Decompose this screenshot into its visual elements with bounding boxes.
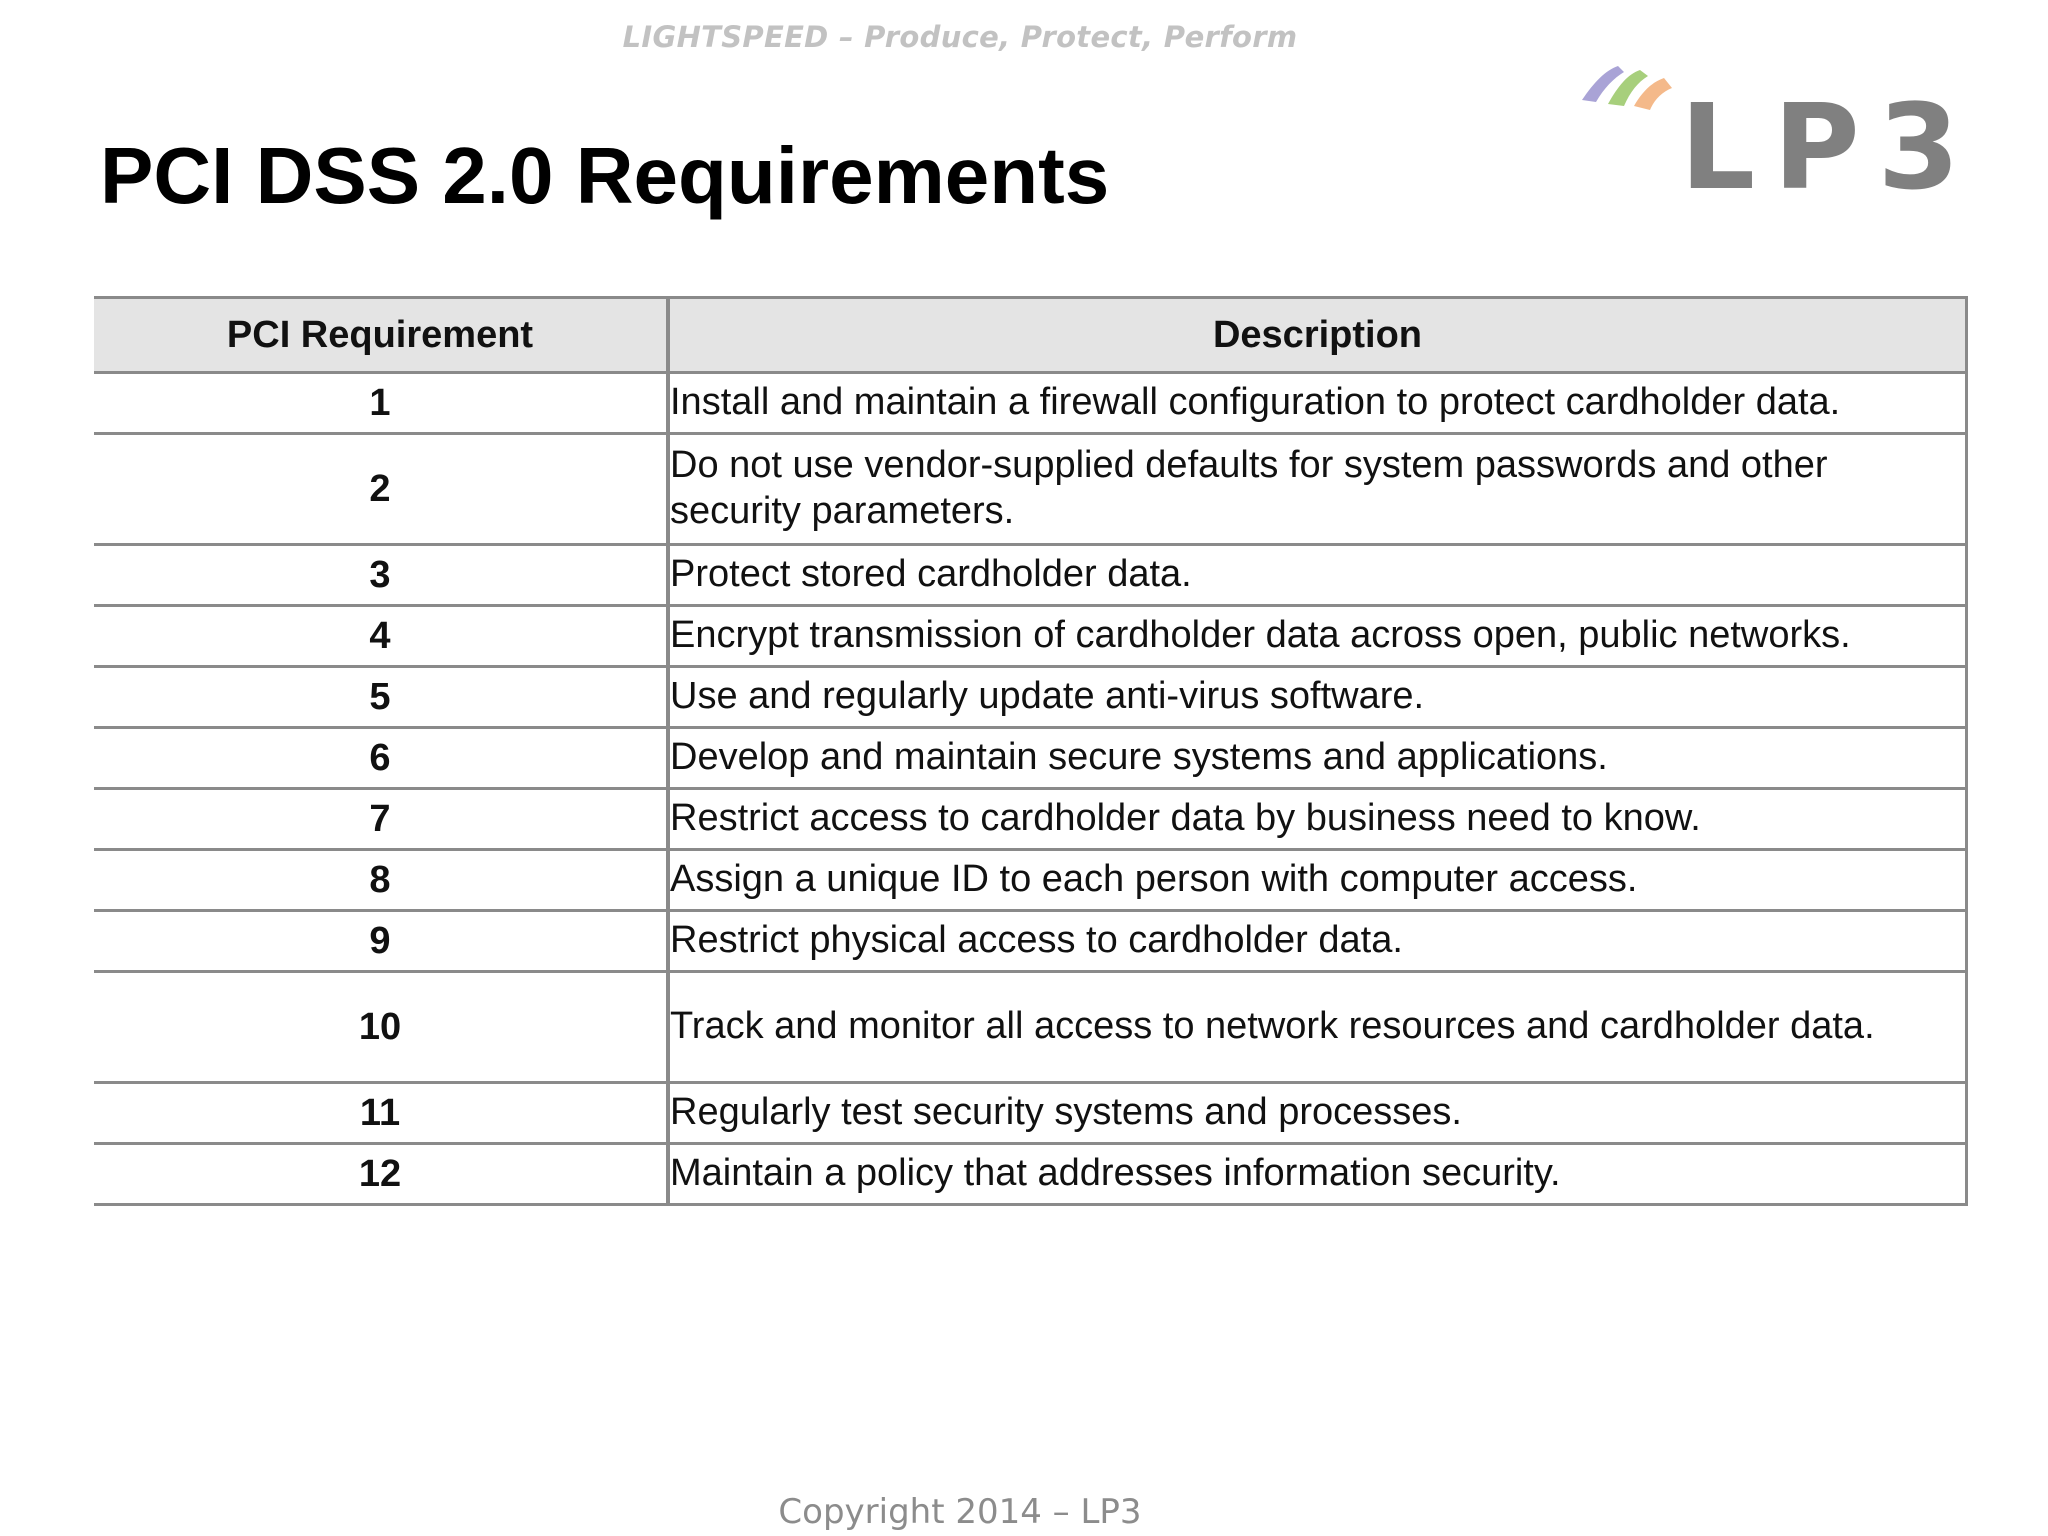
requirement-number: 10 [94,972,668,1083]
table-row [94,373,1967,434]
requirement-description: Use and regularly update anti-virus software. [668,667,1967,728]
lp3-logo [1580,58,1980,198]
requirement-description: Restrict physical access to cardholder data. [668,911,1967,972]
requirement-number: 12 [94,1144,668,1205]
requirement-number: 9 [94,911,668,972]
table-row [94,667,1967,728]
logo-stripe-orange [1634,78,1672,110]
requirement-description: Regularly test security systems and processes. [668,1083,1967,1144]
requirement-description: Encrypt transmission of cardholder data across open, public networks. [668,606,1967,667]
lp3-logo-graphic [1580,58,1980,198]
table-row [94,545,1967,606]
table-row [94,911,1967,972]
requirement-description: Protect stored cardholder data. [668,545,1967,606]
requirement-number: 7 [94,789,668,850]
requirement-number: 8 [94,850,668,911]
requirement-number: 3 [94,545,668,606]
requirement-description: Install and maintain a firewall configuration to protect cardholder data. [668,373,1967,434]
requirement-description: Track and monitor all access to network resources and cardholder data. [668,972,1967,1083]
table-row [94,789,1967,850]
logo-text: LP3 [1680,78,1978,198]
column-header-description: Description [668,298,1967,373]
copyright-footer: Copyright 2014 – LP3 [778,1492,1142,1532]
requirement-description: Maintain a policy that addresses information security. [668,1144,1967,1205]
requirement-number: 2 [94,434,668,545]
requirement-description: Restrict access to cardholder data by business need to know. [668,789,1967,850]
tagline: LIGHTSPEED – Produce, Protect, Perform [622,20,1298,54]
table-row [94,1083,1967,1144]
requirement-description: Do not use vendor-supplied defaults for system passwords and other security parameters. [668,434,1967,545]
table-row [94,728,1967,789]
requirements-table [94,296,1968,1206]
table-row [94,1144,1967,1205]
column-header-requirement: PCI Requirement [94,298,668,373]
requirement-number: 11 [94,1083,668,1144]
table-row [94,972,1967,1083]
table-row [94,850,1967,911]
table-header-row [94,298,1967,373]
table-row [94,606,1967,667]
requirement-description: Assign a unique ID to each person with computer access. [668,850,1967,911]
requirement-number: 1 [94,373,668,434]
requirement-number: 4 [94,606,668,667]
page-title: PCI DSS 2.0 Requirements [100,131,1110,220]
table-row [94,434,1967,545]
requirement-number: 6 [94,728,668,789]
requirement-description: Develop and maintain secure systems and applications. [668,728,1967,789]
requirement-number: 5 [94,667,668,728]
